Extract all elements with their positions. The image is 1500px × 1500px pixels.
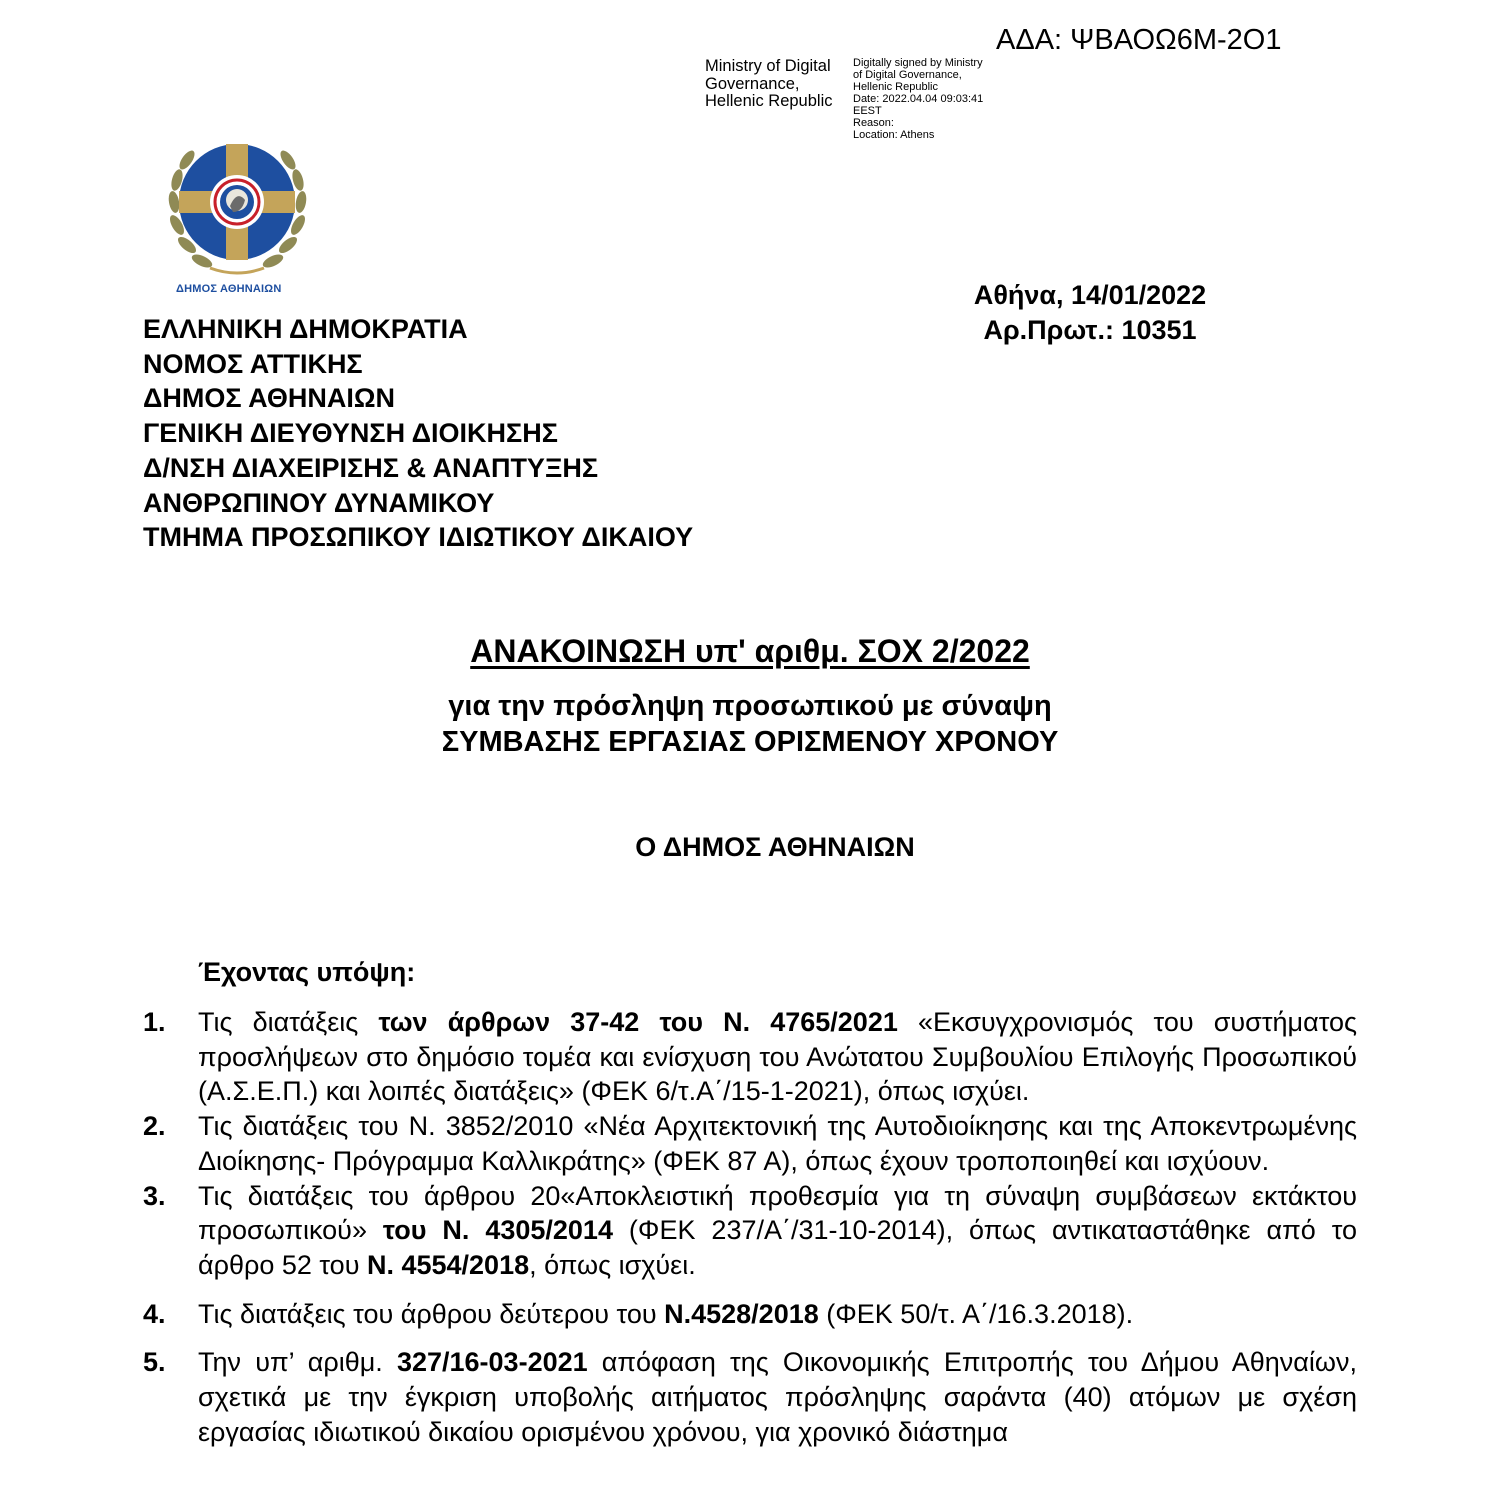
text-run: (ΦΕΚ 50/τ. Α΄/16.3.2018). [818, 1298, 1134, 1329]
document-date: Αθήνα, 14/01/2022 [973, 280, 1207, 310]
text-run: Τις διατάξεις [198, 1007, 379, 1037]
text-run: Τις διατάξεις του άρθρου δεύτερου του [198, 1298, 665, 1329]
athens-municipality-emblem-icon [160, 130, 315, 300]
ada-code: ΑΔΑ: ΨΒΑΟΩ6Μ-2Ο1 [996, 24, 1282, 56]
issuer-line: ΕΛΛΗΝΙΚΗ ΔΗΜΟΚΡΑΤΙΑ [143, 314, 468, 344]
issuer-line: ΔΗΜΟΣ ΑΘΗΝΑΙΩΝ [143, 383, 396, 414]
announcement-subtitle [0, 688, 1500, 760]
list-item-number: 1. [143, 1007, 166, 1037]
signature-detail-line: Location: Athens [853, 129, 935, 141]
list-item [143, 1005, 1357, 1109]
text-run: «Εκσυγχρονισμός του συστήματος προσλήψεων στο δημόσιο τομέα και ενίσχυση του Ανώτατου Συμβουλίου Επιλογής Προσωπικού (Α.Σ.Ε.Π.) και λοιπές διατάξεις» (ΦΕΚ 6/τ.Α΄/15-1-2021), όπως ισχύει. [198, 1007, 1357, 1107]
list-item-number: 3. [143, 1180, 166, 1211]
signature-signer-line: Ministry of Digital [705, 57, 831, 75]
list-item-number: 2. [143, 1111, 166, 1142]
signature-detail-line: Digitally signed by Ministry [853, 57, 983, 69]
considering-heading: Έχοντας υπόψη: [198, 957, 416, 987]
list-item [143, 1109, 1357, 1178]
considerations-list [143, 1005, 1357, 1449]
announcement-title-text: ΑΝΑΚΟΙΝΩΣΗ υπ' αριθμ. ΣΟΧ 2/2022 [470, 633, 1030, 669]
list-item-number: 4. [143, 1298, 166, 1329]
text-run: Τις διατάξεις του Ν. 3852/2010 «Νέα Αρχιτεκτονική της Αυτοδιοίκησης και της Αποκεντρωμένης Διοίκησης- Πρόγραμμα Καλλικράτης» (ΦΕΚ 87 Α), όπως έχουν τροποποιηθεί και ισχύουν. [198, 1111, 1357, 1176]
text-run: Τις διατάξεις του άρθρου 20«Αποκλειστική προθεσμία για τη σύναψη συμβάσεων εκτάκτου προσωπικού» [198, 1180, 1357, 1246]
subtitle-line: για την πρόσληψη προσωπικού με σύναψη [448, 690, 1052, 722]
municipality-heading: Ο ΔΗΜΟΣ ΑΘΗΝΑΙΩΝ [635, 832, 915, 862]
signature-signer-line: Governance, [705, 74, 800, 93]
issuer-line: ΑΝΘΡΩΠΙΝΟΥ ΔΥΝΑΜΙΚΟΥ [143, 487, 495, 518]
list-item-text [198, 1345, 1357, 1449]
signature-detail-line: of Digital Governance, [853, 69, 962, 81]
signature-detail-line: Hellenic Republic [853, 81, 938, 93]
issuer-line: ΝΟΜΟΣ ΑΤΤΙΚΗΣ [143, 348, 363, 379]
list-item-text [198, 1005, 1357, 1109]
text-run: (ΦΕΚ 237/Α΄/31-10-2014), όπως αντικαταστάθηκε από το άρθρο 52 του [198, 1215, 1357, 1280]
signature-signer-line: Hellenic Republic [705, 92, 833, 110]
text-run-bold: Ν.4528/2018 [664, 1298, 819, 1329]
list-item-text [198, 1297, 1357, 1332]
signature-signer [705, 58, 832, 111]
list-item-text [198, 1109, 1357, 1178]
issuer-block [143, 312, 693, 555]
issuer-line: ΤΜΗΜΑ ΠΡΟΣΩΠΙΚΟΥ ΙΔΙΩΤΙΚΟΥ ΔΙΚΑΙΟΥ [143, 522, 694, 553]
protocol-number: Αρ.Πρωτ.: 10351 [983, 315, 1197, 345]
issuer-line: ΓΕΝΙΚΗ ΔΙΕΥΘΥΝΣΗ ΔΙΟΙΚΗΣΗΣ [143, 418, 558, 449]
list-item [143, 1297, 1357, 1332]
text-run-bold: των άρθρων 37-42 του Ν. 4765/2021 [378, 1007, 898, 1037]
text-run: απόφαση της Οικονομικής Επιτροπής του Δήμου Αθηναίων, σχετικά με την έγκριση υποβολής αιτήματος πρόσληψης σαράντα (40) ατόμων με σχέση εργασίας ιδιωτικού δικαίου ορισμένου χρόνου, για χρονικό διάστημα [198, 1347, 1357, 1447]
text-run: , όπως ισχύει. [529, 1249, 696, 1280]
announcement-title [0, 633, 1500, 670]
list-item [143, 1345, 1357, 1449]
list-item [143, 1179, 1357, 1283]
text-run-bold: Ν. 4554/2018 [366, 1249, 530, 1280]
signature-detail-line: Date: 2022.04.04 09:03:41 [853, 93, 984, 105]
signature-details [853, 57, 983, 141]
date-protocol-block [940, 278, 1240, 348]
list-item-text [198, 1179, 1357, 1283]
signature-detail-line: Reason: [853, 117, 894, 129]
logo-caption: ΔΗΜΟΣ ΑΘΗΝΑΙΩΝ [176, 283, 282, 295]
text-run: Την υπ’ αριθμ. [198, 1347, 397, 1378]
text-run-bold: 327/16-03-2021 [396, 1347, 588, 1378]
text-run-bold: του Ν. 4305/2014 [382, 1215, 613, 1246]
subtitle-line: ΣΥΜΒΑΣΗΣ ΕΡΓΑΣΙΑΣ ΟΡΙΣΜΕΝΟΥ ΧΡΟΝΟΥ [441, 726, 1059, 758]
list-item-number: 5. [143, 1347, 166, 1378]
issuer-line: Δ/ΝΣΗ ΔΙΑΧΕΙΡΙΣΗΣ & ΑΝΑΠΤΥΞΗΣ [143, 452, 599, 483]
signature-detail-line: EEST [853, 105, 882, 117]
